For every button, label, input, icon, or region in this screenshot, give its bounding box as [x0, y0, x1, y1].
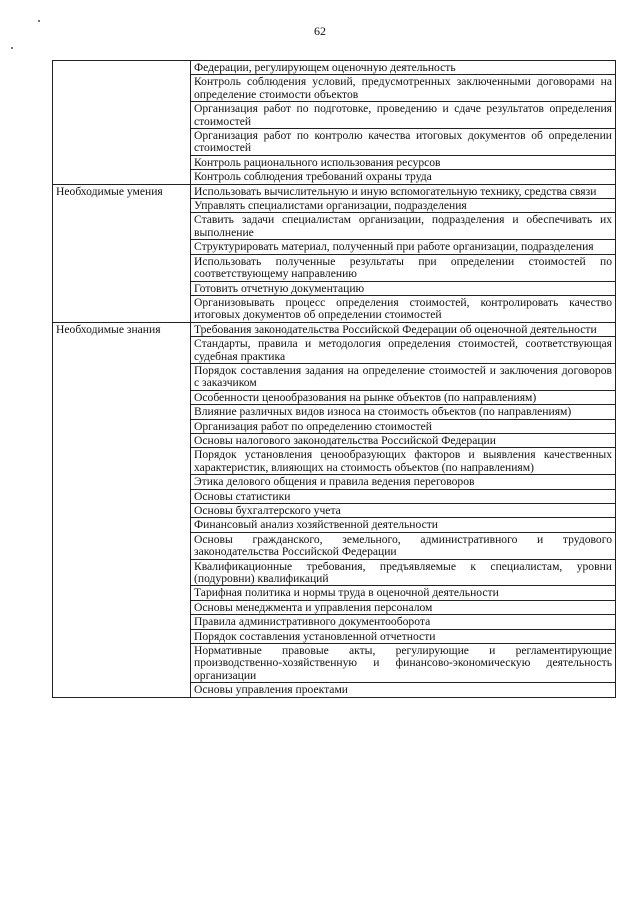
- section-label: Необходимые знания: [53, 322, 191, 697]
- requirement-item: Организовывать процесс определения стоимостей, контролировать качество итоговых документов об определении стоимостей: [191, 295, 616, 322]
- requirement-item: Особенности ценообразования на рынке объектов (по направлениям): [191, 390, 616, 404]
- requirement-item: Финансовый анализ хозяйственной деятельности: [191, 518, 616, 532]
- requirement-item: Тарифная политика и нормы труда в оценочной деятельности: [191, 586, 616, 600]
- requirement-item: Организация работ по подготовке, проведению и сдаче результатов определения стоимостей: [191, 102, 616, 129]
- requirement-item: Основы бухгалтерского учета: [191, 504, 616, 518]
- requirement-item: Квалификационные требования, предъявляемые к специалистам, уровни (подуровни) квалификаций: [191, 559, 616, 586]
- section-label: Необходимые умения: [53, 184, 191, 322]
- requirement-item: Основы менеджмента и управления персоналом: [191, 600, 616, 614]
- requirement-item: Основы налогового законодательства Российской Федерации: [191, 433, 616, 447]
- scan-speck: [11, 47, 13, 49]
- requirement-item: Управлять специалистами организации, подразделения: [191, 199, 616, 213]
- requirement-item: Стандарты, правила и методология определения стоимостей, соответствующая судебная практика: [191, 337, 616, 364]
- requirement-item: Основы управления проектами: [191, 683, 616, 697]
- qualification-table: [52, 60, 616, 698]
- requirement-item: Организация работ по определению стоимостей: [191, 419, 616, 433]
- requirement-item: Ставить задачи специалистам организации, подразделения и обеспечивать их выполнение: [191, 213, 616, 240]
- requirement-item: Использовать вычислительную и иную вспомогательную технику, средства связи: [191, 184, 616, 198]
- requirement-item: Основы статистики: [191, 489, 616, 503]
- requirement-item: Влияние различных видов износа на стоимость объектов (по направлениям): [191, 405, 616, 419]
- requirement-item: Порядок составления задания на определение стоимостей и заключения договоров с заказчиком: [191, 363, 616, 390]
- table-row: [53, 184, 616, 198]
- requirement-item: Этика делового общения и правила ведения переговоров: [191, 475, 616, 489]
- scan-speck: [38, 20, 40, 22]
- requirement-item: Основы гражданского, земельного, административного и трудового законодательства Российской Федерации: [191, 532, 616, 559]
- requirement-item: Использовать полученные результаты при определении стоимостей по соответствующему направлению: [191, 254, 616, 281]
- requirement-item: Готовить отчетную документацию: [191, 281, 616, 295]
- requirement-item: Организация работ по контролю качества итоговых документов об определении стоимостей: [191, 129, 616, 156]
- requirement-item: Требования законодательства Российской Федерации об оценочной деятельности: [191, 322, 616, 336]
- requirement-item: Структурировать материал, полученный при работе организации, подразделения: [191, 240, 616, 254]
- requirement-item: Федерации, регулирующем оценочную деятельность: [191, 61, 616, 75]
- requirement-item: Контроль соблюдения требований охраны труда: [191, 170, 616, 184]
- requirement-item: Порядок составления установленной отчетности: [191, 629, 616, 643]
- requirement-item: Контроль соблюдения условий, предусмотренных заключенными договорами на определение стоимости объектов: [191, 75, 616, 102]
- section-label: [53, 61, 191, 185]
- requirement-item: Правила административного документооборота: [191, 615, 616, 629]
- table-row: [53, 322, 616, 336]
- requirement-item: Контроль рационального использования ресурсов: [191, 155, 616, 169]
- requirement-item: Нормативные правовые акты, регулирующие и регламентирующие производственно-хозяйственную и финансово-экономическую деятельность организации: [191, 644, 616, 683]
- table-row: [53, 61, 616, 75]
- requirement-item: Порядок установления ценообразующих факторов и выявления качественных характеристик, влияющих на стоимость объектов (по направлениям): [191, 448, 616, 475]
- page-number: 62: [314, 24, 326, 38]
- table-body: [53, 61, 616, 698]
